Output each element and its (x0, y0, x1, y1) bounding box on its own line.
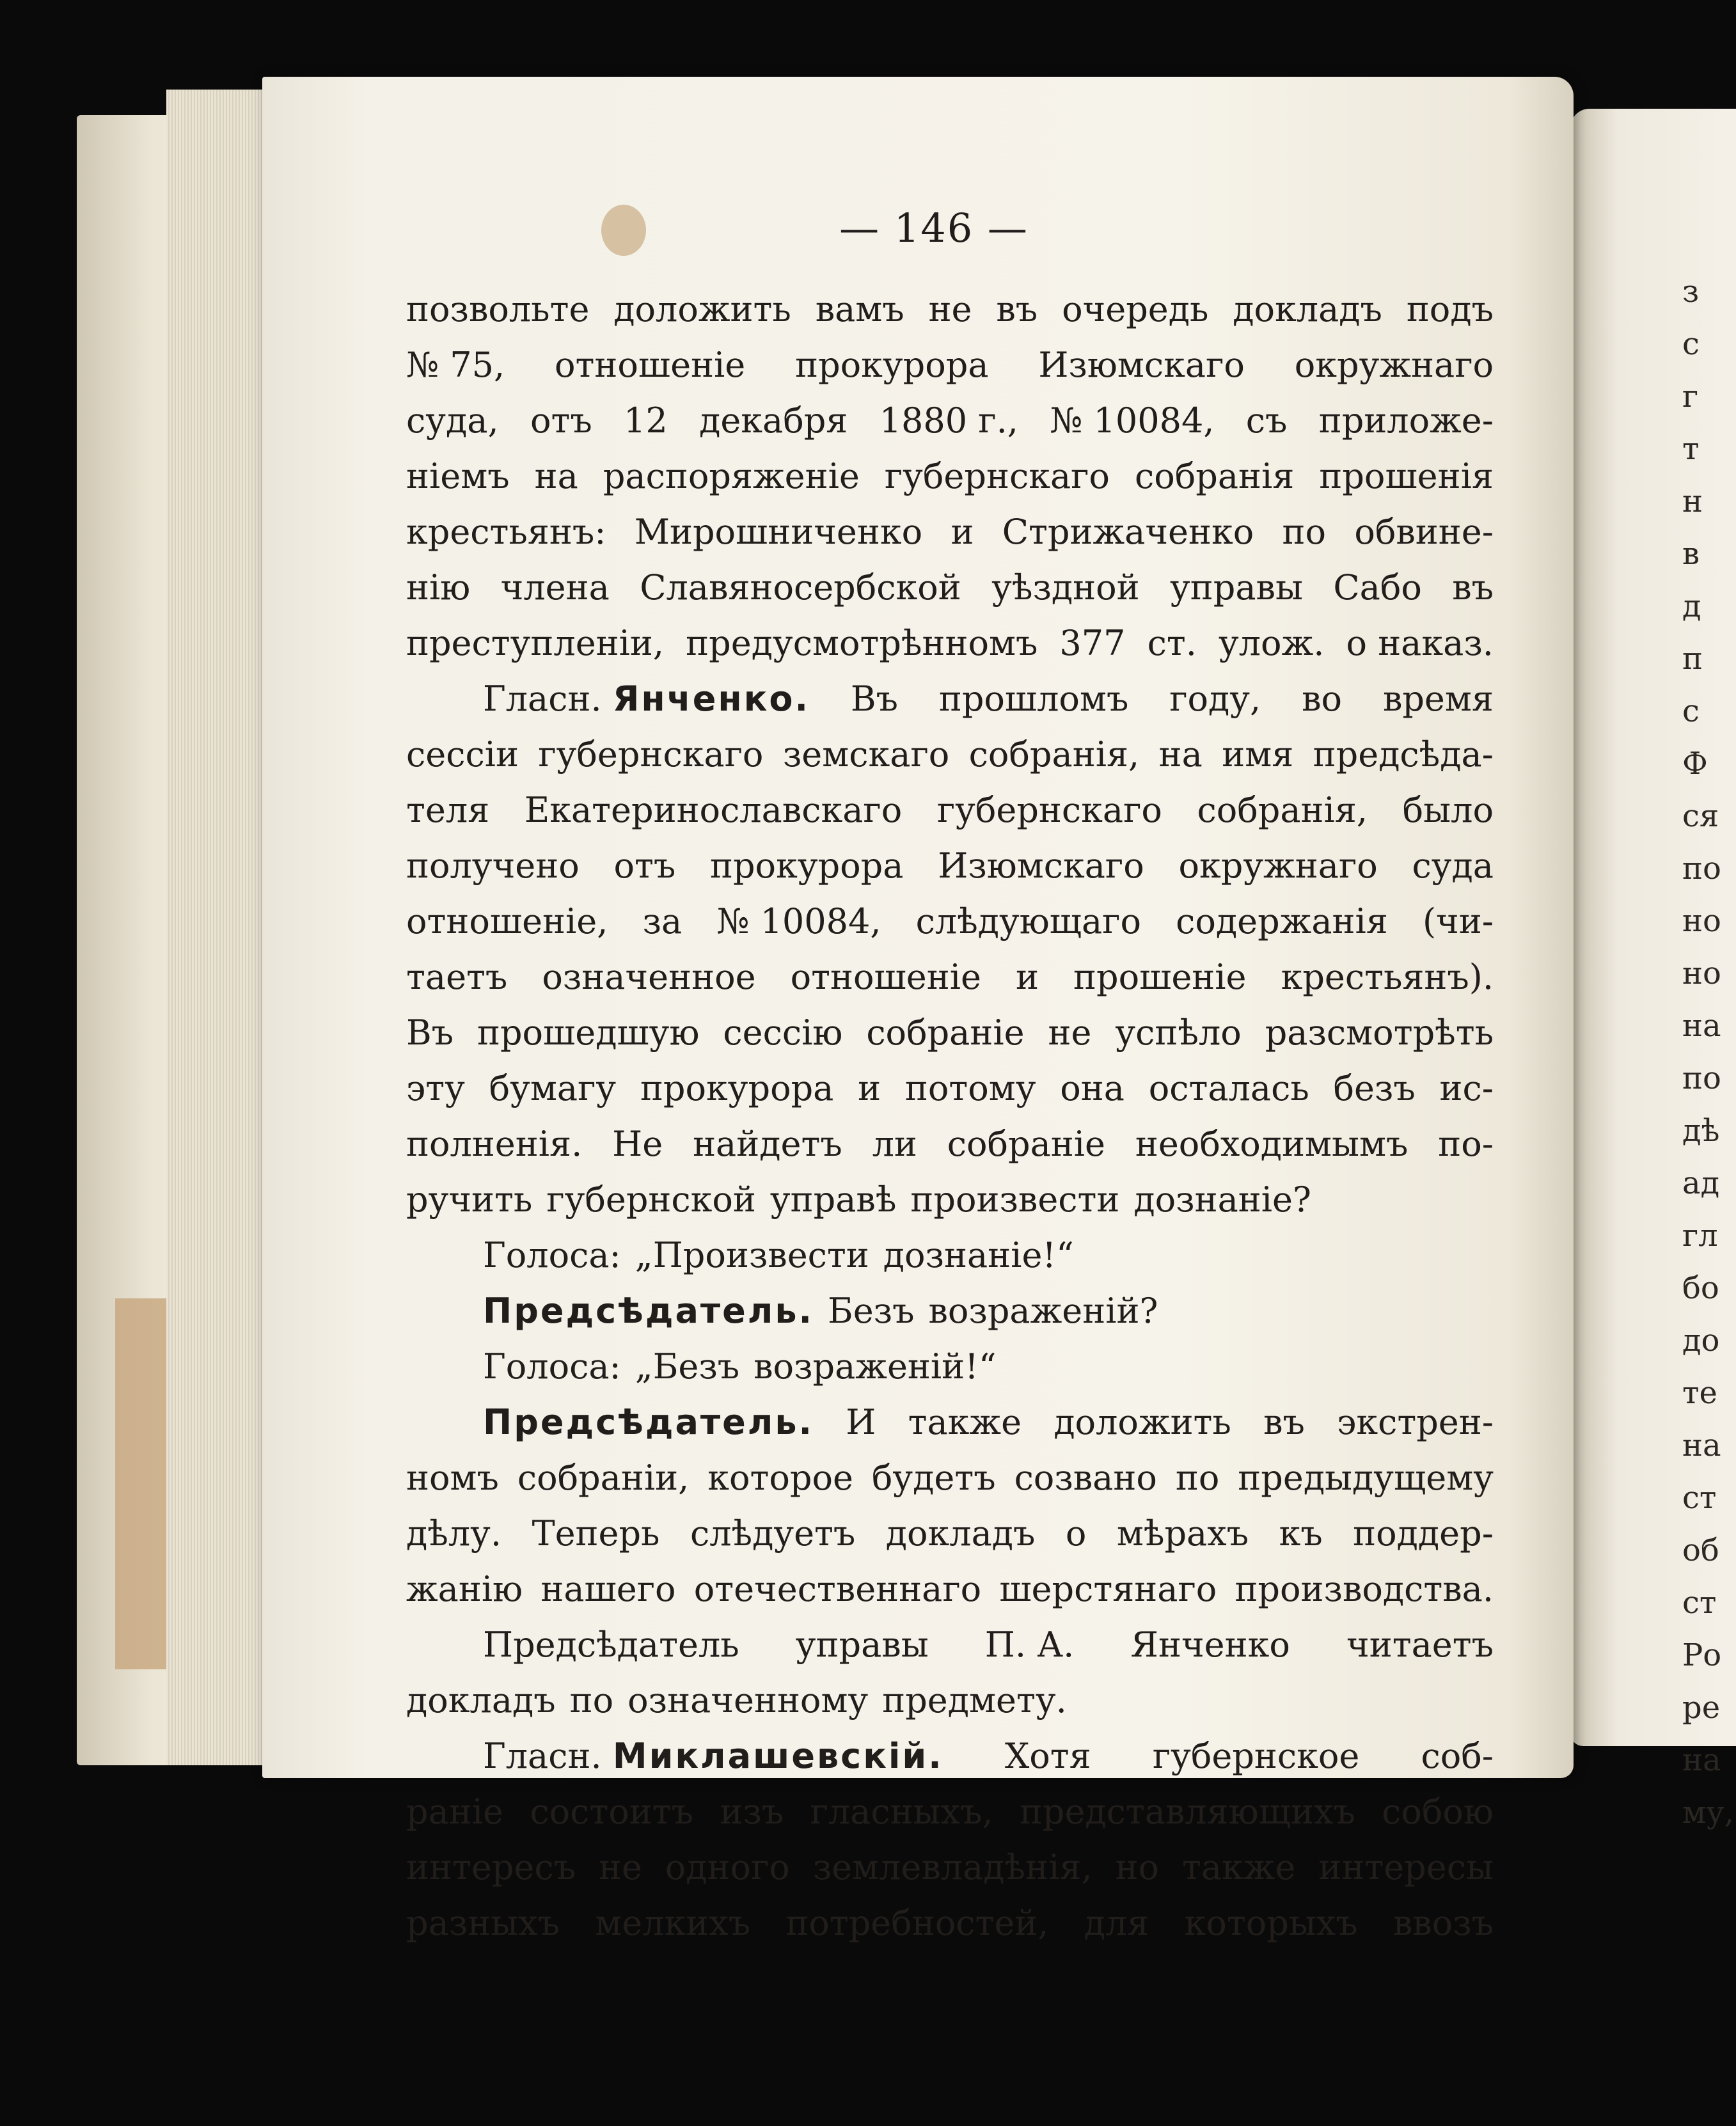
word: прошенія (1319, 456, 1494, 496)
word: докладъ (1233, 289, 1382, 329)
word: мелкихъ (595, 1903, 751, 1943)
speaker-title: Гласн. (483, 1736, 613, 1776)
word: дознаніе!“ (883, 1235, 1074, 1275)
word: приложе- (1318, 400, 1494, 441)
word: земскаго (782, 734, 950, 775)
facing-page-fragment: г (1682, 379, 1699, 414)
word: бумагу (489, 1068, 617, 1108)
word: собранія, (1197, 790, 1368, 830)
facing-page-fragment: бо (1682, 1270, 1719, 1306)
facing-page-fragment: д (1682, 588, 1701, 624)
word: 1880 г., (879, 400, 1018, 441)
text-line (406, 1450, 1494, 1506)
facing-page-fragment: но (1682, 956, 1721, 991)
facing-page-fragment: об (1682, 1532, 1719, 1568)
word: во (1302, 679, 1343, 719)
word: потому (904, 1068, 1036, 1108)
text-line (406, 1673, 1494, 1728)
word: производства. (1235, 1569, 1494, 1609)
word: землевладѣнія, (812, 1847, 1093, 1887)
word: окружнаго (1178, 846, 1378, 886)
word: отношеніе (554, 345, 746, 385)
word: Безъ (828, 1291, 915, 1331)
word: интересъ (406, 1847, 576, 1887)
word: не (1048, 1012, 1092, 1053)
text-line (406, 782, 1494, 838)
word: отношеніе (790, 957, 981, 997)
word: ис- (1439, 1068, 1494, 1108)
word: губернскаго (884, 456, 1110, 496)
word: и (858, 1068, 881, 1108)
text-line (406, 838, 1494, 894)
text-line (406, 1394, 1494, 1450)
word: Изюмскаго (1038, 345, 1245, 385)
word: распоряженіе (603, 456, 860, 496)
word: управы (1170, 567, 1303, 608)
word: вамъ (815, 289, 904, 329)
word: прокурора (710, 846, 904, 886)
word: предыдущему (1238, 1458, 1494, 1498)
facing-page-fragment: на (1682, 1428, 1721, 1463)
word: губернское (1152, 1736, 1360, 1776)
word: (чи- (1422, 901, 1494, 941)
word: Въ (850, 679, 898, 719)
word: суда (1412, 846, 1494, 886)
word: „Произвести (635, 1235, 869, 1275)
facing-page-fragment: с (1682, 693, 1700, 729)
word: съ (1245, 400, 1288, 441)
text-line (406, 1227, 1494, 1283)
word: было (1402, 790, 1494, 830)
facing-page-fragment: ре (1682, 1690, 1721, 1726)
facing-page-fragment: дѣ (1682, 1113, 1720, 1149)
facing-page-fragment: п (1682, 641, 1703, 677)
word: означенному (627, 1680, 869, 1720)
facing-page-fragment: н (1682, 484, 1703, 519)
text-line (406, 1283, 1494, 1339)
word: поддер- (1353, 1513, 1494, 1554)
word: соб- (1421, 1736, 1494, 1776)
word: разныхъ (406, 1903, 560, 1943)
word: преступленіи, (406, 623, 665, 663)
word: отъ (613, 846, 676, 886)
word: раніе (406, 1791, 503, 1832)
word: Мирошниченко (634, 512, 923, 552)
text-line (406, 1784, 1494, 1839)
facing-page-fragment: ад (1682, 1165, 1720, 1201)
word: дѣлу. (406, 1513, 502, 1554)
word: къ (1279, 1513, 1323, 1554)
page-stack (166, 90, 269, 1765)
word: предусмотрѣнномъ (686, 623, 1038, 663)
word: собраніе (947, 1124, 1105, 1164)
text-line (406, 1895, 1494, 1951)
speaker-heading (483, 1728, 943, 1784)
word: ст. (1147, 623, 1197, 663)
word: о наказ. (1346, 623, 1494, 663)
word: докладъ (406, 1680, 556, 1720)
word: № 10084, (716, 901, 881, 941)
text-line (406, 1005, 1494, 1060)
speaker-name: Янченко. (612, 679, 810, 719)
word: отечественнаго (693, 1569, 982, 1609)
word: подъ (1406, 289, 1494, 329)
text-line (406, 337, 1494, 393)
word: ли (872, 1124, 917, 1164)
word: члена (500, 567, 610, 608)
facing-page-fragment: на (1682, 1008, 1721, 1044)
facing-page-fragment: на (1682, 1742, 1721, 1778)
word: прокурора (795, 345, 989, 385)
word: докладъ (885, 1513, 1036, 1554)
word: на (1158, 734, 1203, 775)
word: году, (1169, 679, 1261, 719)
speaker-heading (483, 671, 810, 727)
text-line (406, 894, 1494, 949)
word: суда, (406, 400, 499, 441)
word: обвине- (1354, 512, 1494, 552)
word: Въ (406, 1012, 454, 1053)
word: безъ (1333, 1068, 1416, 1108)
word: интересы (1318, 1847, 1494, 1887)
word: прошедшую (477, 1012, 700, 1053)
word: необходимымъ (1135, 1124, 1409, 1164)
word: собранія (1134, 456, 1295, 496)
word: жанію (406, 1569, 523, 1609)
word: эту (406, 1068, 465, 1108)
facing-page-fragment: гл (1682, 1218, 1718, 1254)
word: ввозъ (1393, 1903, 1494, 1943)
text-line (406, 1617, 1494, 1673)
word: по (1282, 512, 1327, 552)
text-line (406, 448, 1494, 504)
word: П. А. (984, 1625, 1075, 1665)
word: изъ (720, 1791, 784, 1832)
word: означенное (542, 957, 756, 997)
word: № 10084, (1050, 400, 1215, 441)
word: произвести (910, 1179, 1120, 1220)
word: крестьянъ). (1281, 957, 1494, 997)
word: губернской (546, 1179, 756, 1220)
word: разсмотрѣть (1265, 1012, 1494, 1053)
word: за (642, 901, 683, 941)
word: Предсѣдатель (483, 1625, 739, 1665)
word: отношеніе, (406, 901, 608, 941)
word: не (928, 289, 972, 329)
facing-page-fragment: Ро (1682, 1637, 1722, 1673)
word: Изюмскаго (938, 846, 1144, 886)
word: губернскаго (936, 790, 1162, 830)
facing-page-fragment: Ф (1682, 746, 1708, 782)
facing-page-fragment: с (1682, 326, 1700, 362)
word: созвано (1014, 1458, 1157, 1498)
word: предсѣда- (1313, 734, 1494, 775)
word: собраніи, (517, 1458, 690, 1498)
facing-page-fragment: ся (1682, 798, 1719, 834)
word: имя (1222, 734, 1294, 775)
word: она (1060, 1068, 1124, 1108)
text-line (406, 1839, 1494, 1895)
text-line (406, 1060, 1494, 1116)
text-line (406, 671, 1494, 727)
word: позвольте (406, 289, 590, 329)
word: Стрижаченко (1002, 512, 1254, 552)
word: шерстянаго (999, 1569, 1217, 1609)
word: декабря (699, 400, 848, 441)
word: по- (1438, 1124, 1494, 1164)
speaker-heading (483, 1283, 814, 1339)
facing-page-fragment: по (1682, 1060, 1721, 1096)
facing-page-fragment: но (1682, 903, 1721, 939)
word: прошеніе (1073, 957, 1247, 997)
text-line (406, 615, 1494, 671)
word: прокурора (640, 1068, 834, 1108)
word: нію (406, 567, 471, 608)
word: не (598, 1847, 642, 1887)
word: очередь (1062, 289, 1209, 329)
word: „Безъ (635, 1346, 740, 1387)
word: Сабо (1333, 567, 1422, 608)
word: крестьянъ: (406, 512, 606, 552)
word: 377 (1059, 623, 1126, 663)
word: найдетъ (693, 1124, 842, 1164)
speaker-heading (483, 1394, 814, 1450)
word: ручить (406, 1179, 533, 1220)
paper-stain (601, 205, 646, 256)
text-line (406, 1339, 1494, 1394)
word: Славяносербской (640, 567, 961, 608)
text-line (406, 1728, 1494, 1784)
word: прошломъ (938, 679, 1129, 719)
word: Голоса: (483, 1235, 621, 1275)
word: которое (707, 1458, 853, 1498)
facing-page-fragment: ст (1682, 1585, 1717, 1621)
word: губернскаго (538, 734, 764, 775)
text-line (406, 1561, 1494, 1617)
word: 12 (624, 400, 668, 441)
text-line (406, 281, 1494, 337)
word: мѣрахъ (1116, 1513, 1249, 1554)
word: для (1084, 1903, 1149, 1943)
word: возраженій? (928, 1291, 1158, 1331)
word: читаетъ (1346, 1625, 1494, 1665)
word: на (534, 456, 578, 496)
word: содержанія (1176, 901, 1388, 941)
word: будетъ (871, 1458, 996, 1498)
word: управы (795, 1625, 929, 1665)
word: доложить (1053, 1402, 1231, 1442)
facing-page-fragment: му, (1682, 1795, 1734, 1831)
text-line (406, 504, 1494, 560)
word: № 75, (406, 345, 505, 385)
body-text (406, 281, 1494, 1951)
word: Голоса: (483, 1346, 621, 1387)
word: нашего (541, 1569, 676, 1609)
text-line (406, 1116, 1494, 1172)
word: собранія, (968, 734, 1140, 775)
word: улож. (1218, 623, 1325, 663)
word: по (569, 1680, 614, 1720)
word: одного (665, 1847, 790, 1887)
word: теля (406, 790, 490, 830)
word: Екатеринославскаго (524, 790, 903, 830)
word: но (1115, 1847, 1160, 1887)
word: осталась (1148, 1068, 1309, 1108)
word: также (908, 1402, 1022, 1442)
speaker-name: Миклашевскій. (612, 1736, 943, 1776)
text-line (406, 560, 1494, 615)
word: уѣздной (991, 567, 1140, 608)
word: номъ (406, 1458, 499, 1498)
word: таетъ (406, 957, 508, 997)
word: собою (1382, 1791, 1494, 1832)
facing-page-fragment: по (1682, 851, 1721, 886)
word: гласныхъ, (810, 1791, 993, 1832)
text-line (406, 1506, 1494, 1561)
word: экстрен- (1337, 1402, 1494, 1442)
word: представляющихъ (1019, 1791, 1355, 1832)
text-line (406, 393, 1494, 448)
word: состоитъ (530, 1791, 693, 1832)
facing-page-fragment: т (1682, 431, 1700, 467)
word: и (1015, 957, 1039, 997)
speaker-title: Гласн. (483, 679, 613, 719)
facing-page-fragment: з (1682, 274, 1700, 310)
speaker-name: Предсѣдатель. (483, 1291, 814, 1331)
word: Не (612, 1124, 663, 1164)
word: слѣдуетъ (690, 1513, 856, 1554)
word: И (846, 1402, 876, 1442)
word: сессіи (406, 734, 519, 775)
word: о (1065, 1513, 1087, 1554)
facing-page-fragment: в (1682, 536, 1700, 572)
word: дознаніе? (1133, 1179, 1311, 1220)
word: по (1175, 1458, 1220, 1498)
word: доложить (613, 289, 791, 329)
word: ніемъ (406, 456, 510, 496)
word: также (1181, 1847, 1296, 1887)
word: возраженій!“ (754, 1346, 997, 1387)
word: и (951, 512, 974, 552)
facing-page-fragment: до (1682, 1323, 1720, 1358)
word: предмету. (882, 1680, 1067, 1720)
word: успѣло (1115, 1012, 1242, 1053)
text-line (406, 727, 1494, 782)
word: полненія. (406, 1124, 583, 1164)
word: окружнаго (1294, 345, 1494, 385)
facing-page-fragment: те (1682, 1375, 1717, 1411)
facing-page-text-fragments (1682, 265, 1736, 1839)
word: собраніе (866, 1012, 1025, 1053)
word: отъ (530, 400, 592, 441)
page-tab-stain (115, 1298, 166, 1669)
word: Хотя (1004, 1736, 1091, 1776)
word: Янченко (1130, 1625, 1290, 1665)
word: получено (406, 846, 580, 886)
word: сессію (723, 1012, 843, 1053)
word: Теперь (532, 1513, 660, 1554)
word: въ (1263, 1402, 1305, 1442)
word: въ (1452, 567, 1494, 608)
text-line (406, 949, 1494, 1005)
text-line (406, 1172, 1494, 1227)
speaker-name: Предсѣдатель. (483, 1402, 814, 1442)
word: управѣ (769, 1179, 897, 1220)
word: которыхъ (1184, 1903, 1358, 1943)
word: слѣдующаго (915, 901, 1141, 941)
page-number: — 146 — (839, 205, 1029, 251)
word: время (1382, 679, 1494, 719)
facing-page-fragment: ст (1682, 1480, 1717, 1516)
word: потребностей, (785, 1903, 1049, 1943)
word: въ (996, 289, 1038, 329)
